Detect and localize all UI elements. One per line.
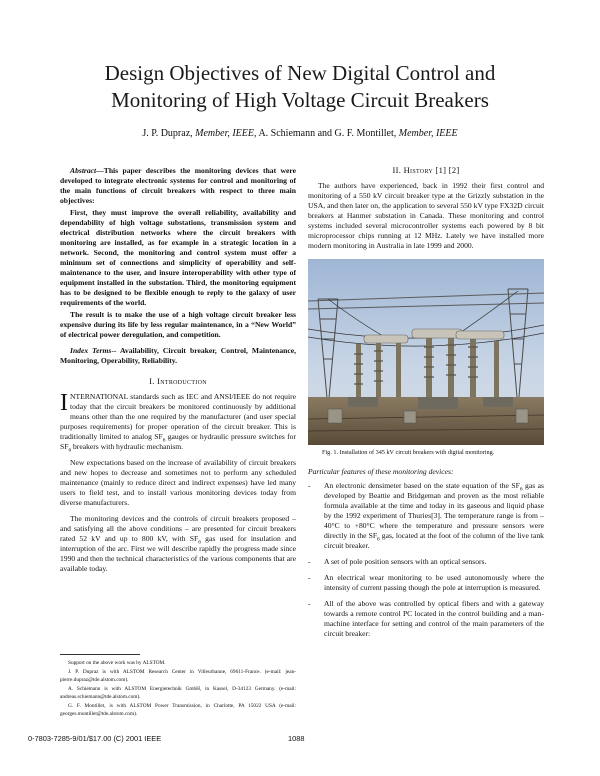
footnote-4: G. F. Montillet, is with ALSTOM Power Transmission, in Charlotte, PA 15022 USA (e-mail: georges.montillet@tde.alstom.com).	[60, 703, 296, 717]
sf6-subscript: 6	[198, 539, 201, 546]
footer-page-number: 1088	[288, 734, 305, 743]
title-line-1: Design Objectives of New Digital Control and	[104, 61, 496, 85]
list-dash: -	[308, 599, 311, 608]
footer-isbn: 0-7803-7285-9/01/$17.00 (C) 2001 IEEE	[28, 734, 162, 743]
index-terms	[60, 346, 296, 366]
abstract-p1	[60, 166, 296, 206]
features-lead: Particular features of these monitoring devices:	[308, 467, 454, 476]
abstract-p1-text: —This paper describes the monitoring devices that were developed to integrate electronic systems for control and monitoring of the main functions of circuit breakers with respect to three main objectives:	[60, 166, 296, 205]
index-terms-lead: Index Terms	[70, 346, 112, 355]
list-item	[308, 481, 544, 551]
footnotes	[60, 654, 296, 719]
list-dash: -	[308, 557, 311, 566]
author-1-membership: Member, IEEE	[195, 128, 255, 139]
intro-p2: New expectations based on the increase of availability of circuit breakers and new hopes to decrease and sometimes not to perform any scheduled maintenance (mainly to reduce direct and indirect expenses) have led many users to field test, and to install various monitoring devices today from diverse manufacturers.	[60, 458, 296, 507]
sf6-subscript: 6	[519, 486, 523, 493]
abstract-p3: The result is to make the use of a high voltage circuit breaker less expensive during its life by less regular maintenance, in a “New World” of electrical power deregulation, and competition.	[60, 310, 296, 339]
author-3-membership: Member, IEEE	[398, 128, 458, 139]
list-item	[308, 557, 544, 567]
left-column	[60, 166, 296, 580]
intro-p1-a: NTERNATIONAL standards such as IEC and ANSI/IEEE do not require today that the circuit breakers be monitored continuously by additional means other than the one required by the manufacturer (and user special purposes requirements) for proper operation of the circuit breaker. This is traditionally limited to analog SF	[60, 392, 296, 441]
list-item-text: A set of pole position sensors with an optical sensors.	[324, 557, 487, 566]
intro-p1-c: breakers with hydraulic mechanism.	[71, 442, 184, 451]
sf6-subscript: 6	[162, 437, 166, 444]
author-1: J. P. Dupraz,	[142, 128, 193, 139]
list-item-text: An electronic densimeter based on the state equation of the SF	[324, 481, 520, 490]
list-item-text: gas as developed by Beattie and Bridgeman and proven as the most reliable formula available at the time and today in its gaseous and liquid phase by the 1992 experiment of Thuries[3]. The temperature range is from –40°C to +80°C where the temperature and pressure sensors were directly in the SF	[324, 481, 544, 540]
intro-p3-b: gas used for insulation and interruption of the arc. First we will describe rapidly the progress made since 1990 and then the technical characteristics of the various components that are available today.	[60, 534, 296, 573]
section-1-heading: I. Introduction	[149, 376, 207, 386]
list-item-text: An electrical wear monitoring to be used autonomously where the intensity of current passing though the pole at interruption is measured.	[324, 573, 544, 592]
figure-caption: Fig. 1. Installation of 345 kV circuit breakers with digital monitoring.	[322, 449, 495, 456]
substation-photo	[308, 259, 544, 445]
substation-photo-graphic	[308, 259, 544, 445]
section-2-heading: II. History [1] [2]	[392, 165, 460, 175]
sf6-subscript: 6	[377, 536, 380, 543]
title-line-2: Monitoring of High Voltage Circuit Breakers	[111, 88, 489, 112]
intro-p3-a: The monitoring devices and the controls of circuit breakers proposed – and satisfying all the above conditions – are presented for circuit breakers rated 52 kV and up to 800 kV, with SF	[60, 514, 296, 543]
list-item	[308, 573, 544, 593]
list-item-text: gas, located at the foot of the column of the live tank circuit breaker.	[324, 531, 544, 550]
right-column	[308, 166, 544, 645]
footnote-rule	[60, 654, 140, 655]
abstract-lead: Abstract	[70, 166, 97, 175]
paper-title	[40, 60, 560, 114]
sf6-subscript: 6	[68, 447, 72, 454]
intro-p1-b: gauges or hydraulic pressure switches for SF	[60, 432, 296, 451]
footnote-2: J. P. Dupraz is with ALSTOM Research Center in Villeurbanne, 69611-France. (e-mail: jean-pierre.dupraz@tde.alstom.com).	[60, 669, 296, 683]
history-p1: The authors have experienced, back in 1992 their first control and monitoring of a 550 kV circuit breaker type at the Grizzly substation in the USA, and then later on, the application to several 550 kV type FX32D circuit breakers at Hanmer substation in Canada. These monitoring and control systems included several microcontroller systems each powered by 8 bit microprocessor chips running at 12 MHz. Lately we have installed more modern monitoring in Australia in late 1999 and 2000.	[308, 181, 544, 250]
drop-cap: I	[60, 390, 68, 416]
features-list	[308, 481, 544, 639]
list-dash: -	[308, 573, 311, 582]
abstract-p2: First, they must improve the overall reliability, availability and dependability of high voltage substations, transmission system and electrical distribution networks where the circuit breakers with monitoring are installed, as for example in a strategic location in a network. Second, the monitoring and control system must offer a minimum set of connections and simplicity of operability and self-maintenance to the user, and insure interoperability with other type of equipment installed in the substation. Third, the monitoring equipment has to be designed to be flexible enough to reply to the galaxy of user requirements of the world.	[60, 208, 296, 307]
authors-2-3: , A. Schiemann and G. F. Montillet,	[254, 128, 397, 139]
list-item-text: All of the above was controlled by optical fibers and with a gateway towards a remote control PC located in the control building and a man-machine interface for setting and control of the main parameters of the circuit breaker:	[324, 599, 544, 638]
list-dash: -	[308, 481, 311, 490]
list-item	[308, 599, 544, 639]
author-line	[40, 127, 560, 140]
index-terms-text: -- Availability, Circuit breaker, Control, Maintenance, Monitoring, Operability, Reliability.	[60, 346, 296, 365]
footnote-3: A. Schiemann is with ALSTOM Energietechnik GmbH, in Kassel, D-34123 Germany. (e-mail: andreas.schiemann@tde.alstom.com).	[60, 686, 296, 700]
intro-p3	[60, 514, 296, 574]
footnote-1: Support on the above work was by ALSTOM.	[68, 660, 166, 666]
intro-p1	[60, 392, 296, 452]
